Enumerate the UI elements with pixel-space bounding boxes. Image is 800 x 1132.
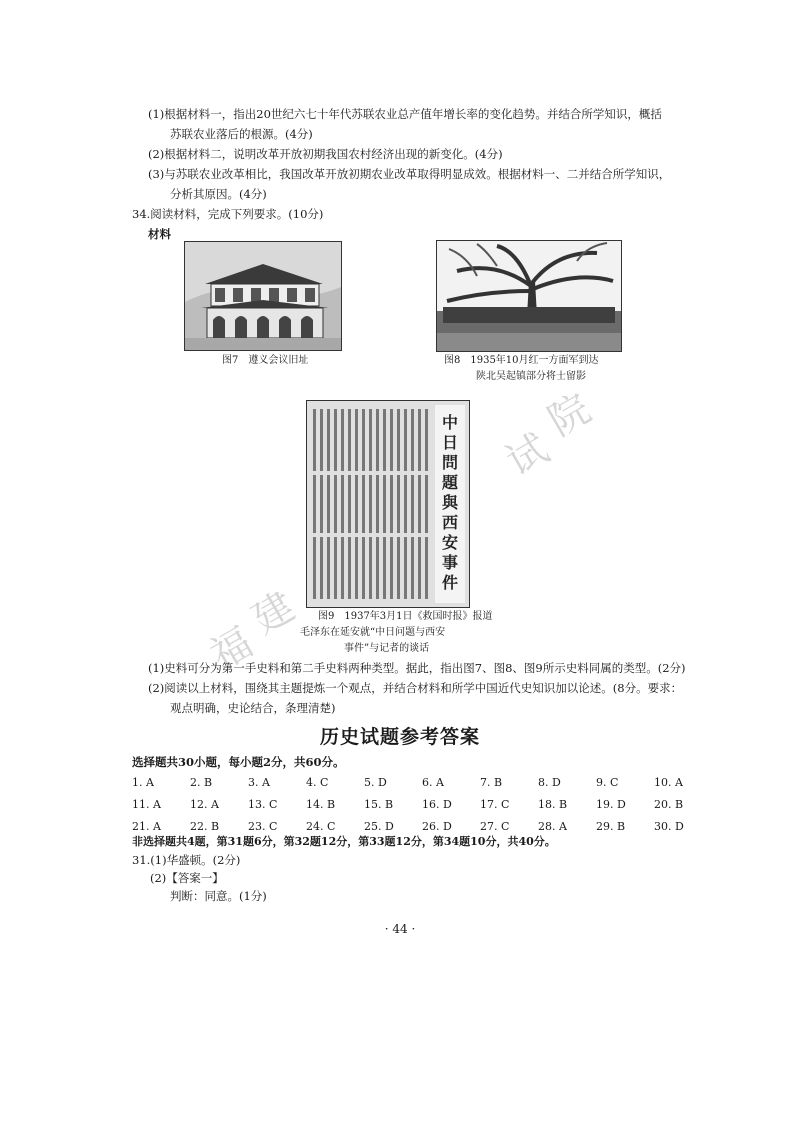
fig8-photo [436, 240, 622, 352]
answer-31-3: 判断：同意。(1分) [170, 889, 267, 903]
zunyi-building-illustration [185, 242, 341, 350]
fig9-caption-line3: 事件”与记者的谈话 [344, 643, 430, 654]
fig9-caption-line1: 图9 1937年3月1日《救国时报》报道 [318, 611, 493, 622]
q34-sub2-line1: (2)阅读以上材料，围绕其主题提炼一个观点，并结合材料和所学中国近代史知识加以论述。(8分。要求： [148, 681, 683, 695]
fig9-newspaper [306, 400, 470, 608]
q34-sub1: (1)史料可分为第一手史料和第二手史料两种类型。据此，指出图7、图8、图9所示史料同属的类型。(2分) [148, 661, 686, 675]
q33-sub3-line2: 分析其原因。(4分) [170, 187, 267, 201]
answer-31-1: 31.(1)华盛顿。(2分) [132, 853, 241, 867]
fig7-photo [184, 241, 342, 351]
answers-row-1: 1. A 2. B 3. A 4. C 5. D 6. A 7. B 8. D 9. C 10. A [132, 776, 683, 789]
q34-heading: 34.阅读材料，完成下列要求。(10分) [132, 207, 324, 221]
watermark-char-4: 院 [540, 385, 599, 446]
q33-sub3-line1: (3)与苏联农业改革相比，我国改革开放初期农业改革取得明显成效。根据材料一、二并结合所学知识， [148, 167, 671, 181]
watermark-char-1: 福 [202, 619, 261, 680]
q33-sub1-line1: (1)根据材料一，指出20世纪六七十年代苏联农业总产值年增长率的变化趋势。并结合所学知识，概括 [148, 107, 662, 121]
watermark-char-3: 试 [498, 425, 557, 486]
answers-row-3: 21. A 22. B 23. C 24. C 25. D 26. D 27. C 28. A 29. B 30. D [132, 820, 684, 833]
fig7-caption: 图7 遵义会议旧址 [222, 355, 309, 366]
fig8-caption-line2: 陕北吴起镇部分将士留影 [476, 371, 586, 382]
answers-row-2: 11. A 12. A 13. C 14. B 15. B 16. D 17. C 18. B 19. D 20. B [132, 798, 684, 811]
fig9-caption-line2: 毛泽东在延安就“中日问题与西安 [300, 627, 446, 638]
answer-31-2: (2)【答案一】 [150, 871, 224, 885]
watermark-char-2: 建 [244, 583, 303, 644]
q34-sub2-line2: 观点明确，史论结合，条理清楚) [170, 701, 336, 715]
material-label: 材料 [148, 227, 171, 241]
newspaper-headline: 中 日 問 題 與 西 安 事 件 [441, 413, 458, 592]
q33-sub2: (2)根据材料二，说明改革开放初期我国农村经济出现的新变化。(4分) [148, 147, 503, 161]
answer-key-title: 历史试题参考答案 [319, 726, 480, 748]
q33-sub1-line2: 苏联农业落后的根源。(4分) [170, 127, 313, 141]
army-group-illustration [437, 241, 621, 351]
non-mc-intro: 非选择题共4题，第31题6分，第32题12分，第33题12分，第34题10分，共40分。 [132, 835, 556, 848]
page-number: · 44 · [384, 922, 416, 936]
fig8-caption-line1: 图8 1935年10月红一方面军到达 [444, 355, 599, 366]
mc-intro: 选择题共30小题，每小题2分，共60分。 [132, 755, 345, 769]
